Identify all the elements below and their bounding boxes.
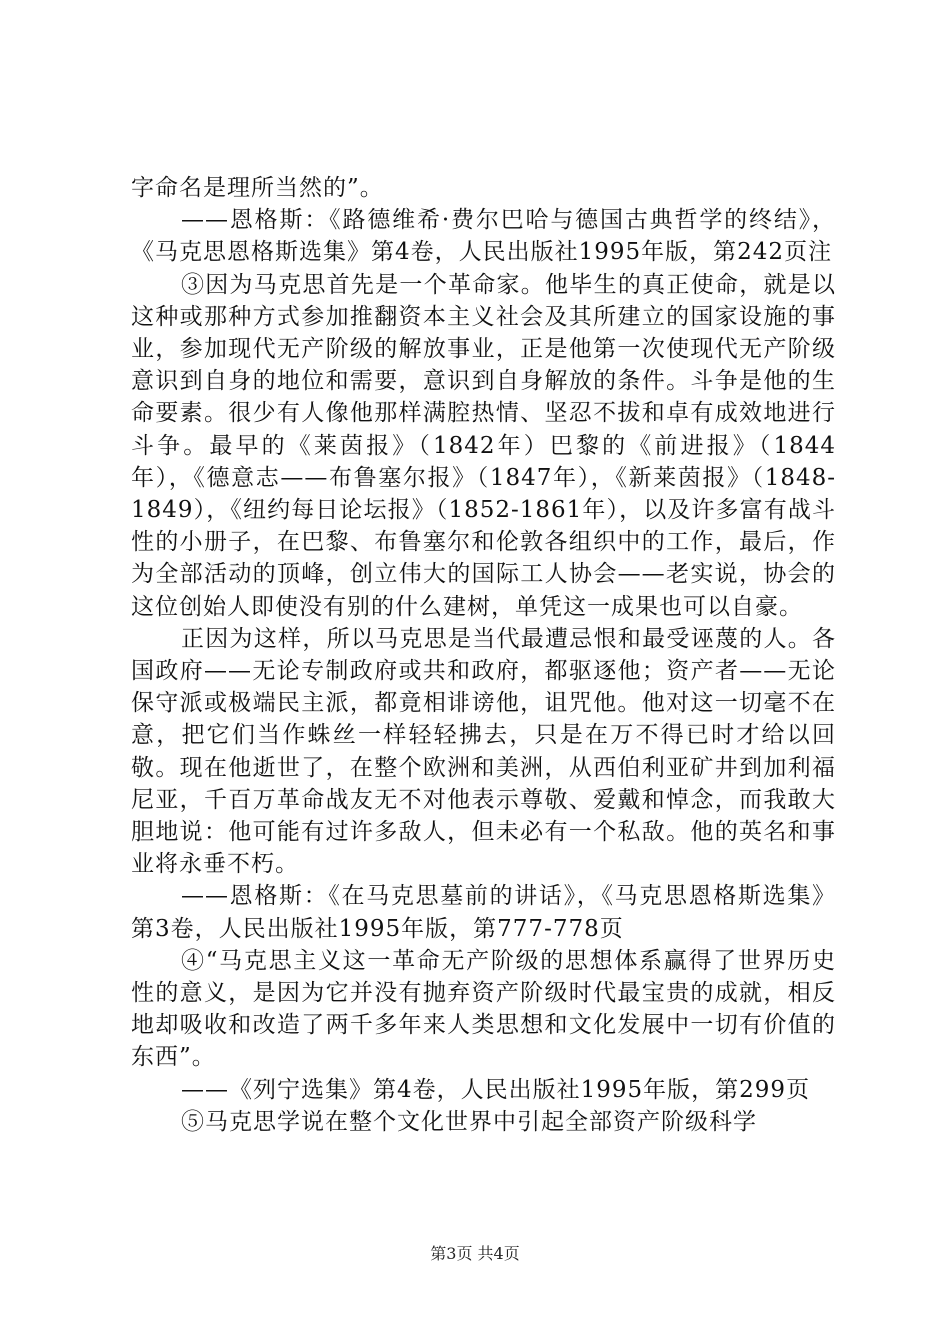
citation-engels-feuerbach: ——恩格斯：《路德维希·费尔巴哈与德国古典哲学的终结》，《马克思恩格斯选集》第4卷，人民出版社1995年版，第242页注 <box>131 207 836 266</box>
citation-lenin-selected: ——《列宁选集》第4卷，人民出版社1995年版，第299页 <box>181 1076 811 1103</box>
citation-engels-graveside: ——恩格斯：《在马克思墓前的讲话》，《马克思恩格斯选集》第3卷，人民出版社1995年版，第777-778页 <box>131 883 836 942</box>
paragraph-3-revolutionary: ③因为马克思首先是一个革命家。他毕生的真正使命，就是以这种或那种方式参加推翻资本主义社会及其所建立的国家设施的事业，参加现代无产阶级的解放事业，正是他第一次使现代无产阶级意识到自身的地位和需要，意识到自身解放的条件。斗争是他的生命要素。很少有人像他那样满腔热情、坚忍不拔和卓有成效地进行斗争。最早的《莱茵报》（1842年）巴黎的《前进报》（1844年），《德意志——布鲁塞尔报》（1847年），《新莱茵报》（1848-1849），《纽约每日论坛报》（1852-1861年），以及许多富有战斗性的小册子，在巴黎、布鲁塞尔和伦敦各组织中的工作，最后，作为全部活动的顶峰，创立伟大的国际工人协会——老实说，协会的这位创始人即使没有别的什么建树，单凭这一成果也可以自豪。 <box>131 271 836 620</box>
paragraph-continuation: 字命名是理所当然的”。 <box>131 175 384 201</box>
paragraph-4-lenin-quote: ④“马克思主义这一革命无产阶级的思想体系赢得了世界历史性的意义，是因为它并没有抛弃资产阶级时代最宝贵的成就，相反地却吸收和改造了两千多年来人类思想和文化发展中一切有价值的东西”。 <box>131 947 836 1071</box>
paragraph-5-marx-doctrine: ⑤马克思学说在整个文化世界中引起全部资产阶级科学 <box>181 1108 757 1135</box>
body-text <box>131 172 836 1138</box>
paragraph-hated-and-slandered: 正因为这样，所以马克思是当代最遭忌恨和最受诬蔑的人。各国政府——无论专制政府或共和政府，都驱逐他；资产者——无论保守派或极端民主派，都竟相诽谤他，诅咒他。他对这一切毫不在意，把它们当作蛛丝一样轻轻拂去，只是在万不得已时才给以回敬。现在他逝世了，在整个欧洲和美洲，从西伯利亚矿井到加利福尼亚，千百万革命战友无不对他表示尊敬、爱戴和悼念，而我敢大胆地说：他可能有过许多敌人，但未必有一个私敌。他的英名和事业将永垂不朽。 <box>131 625 836 878</box>
page-footer: 第3页 共4页 <box>430 1244 520 1263</box>
